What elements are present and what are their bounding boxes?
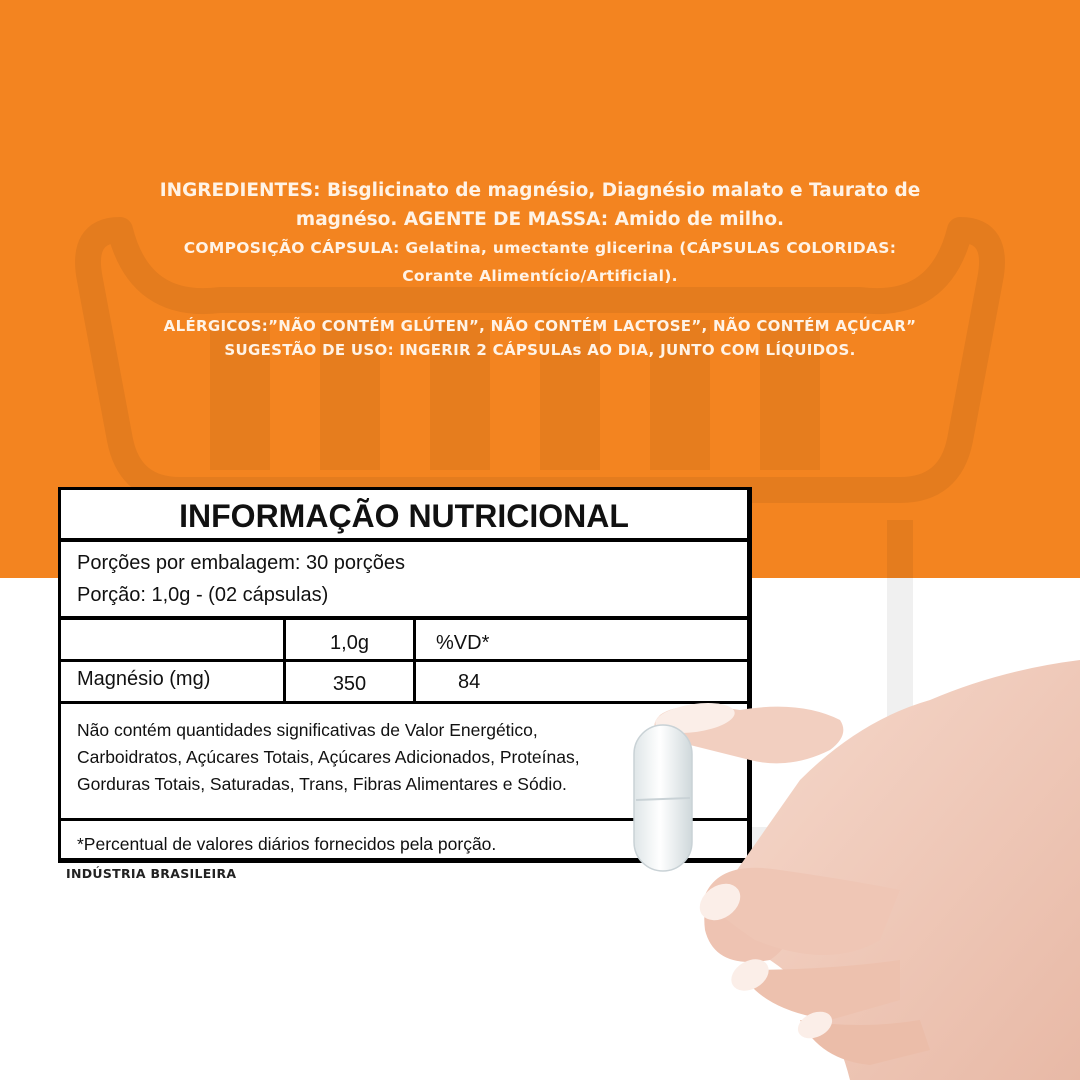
header-label-cell — [61, 620, 286, 659]
servings-info — [61, 542, 747, 620]
header-dv-cell: %VD* — [436, 632, 490, 654]
note-line-3: Gorduras Totais, Saturadas, Trans, Fibras Alimentares e Sódio. — [77, 774, 567, 794]
nutrition-title: INFORMAÇÃO NUTRICIONAL — [61, 490, 747, 542]
ingredients-block — [100, 176, 980, 362]
capsule-composition-line-2: Corante Alimentício/Artificial). — [402, 267, 678, 285]
nutrient-label: Magnésio (mg) — [61, 662, 286, 701]
nutrient-dv: 84 — [458, 671, 481, 693]
allergens-line: ALÉRGICOS:”NÃO CONTÉM GLÚTEN”, NÃO CONTÉM LACTOSE”, NÃO CONTÉM AÇÚCAR” — [163, 317, 917, 335]
serving-size: Porção: 1,0g - (02 cápsulas) — [77, 584, 329, 606]
header-amount-cell: 1,0g — [286, 620, 416, 659]
origin-label: INDÚSTRIA BRASILEIRA — [66, 866, 237, 881]
nutrient-amount: 350 — [286, 662, 416, 701]
ingredients-line-1: INGREDIENTES: Bisglicinato de magnésio, Diagnésio malato e Taurato de — [159, 180, 921, 201]
note-line-2: Carboidratos, Açúcares Totais, Açúcares Adicionados, Proteínas, — [77, 747, 580, 767]
ingredients-line-2: magnéso. AGENTE DE MASSA: Amido de milho. — [295, 209, 785, 230]
usage-suggestion-line: SUGESTÃO DE USO: INGERIR 2 CÁPSULAs AO DIA, JUNTO COM LÍQUIDOS. — [224, 341, 856, 359]
servings-per-package: Porções por embalagem: 30 porções — [77, 552, 405, 574]
hand-holding-capsule-image — [600, 640, 1080, 1080]
note-line-1: Não contém quantidades significativas de Valor Energético, — [77, 720, 538, 740]
capsule-icon — [634, 725, 692, 871]
capsule-composition-line-1: COMPOSIÇÃO CÁPSULA: Gelatina, umectante glicerina (CÁPSULAS COLORIDAS: — [183, 239, 897, 257]
dv-footnote: *Percentual de valores diários fornecidos pela porção. — [77, 834, 497, 854]
